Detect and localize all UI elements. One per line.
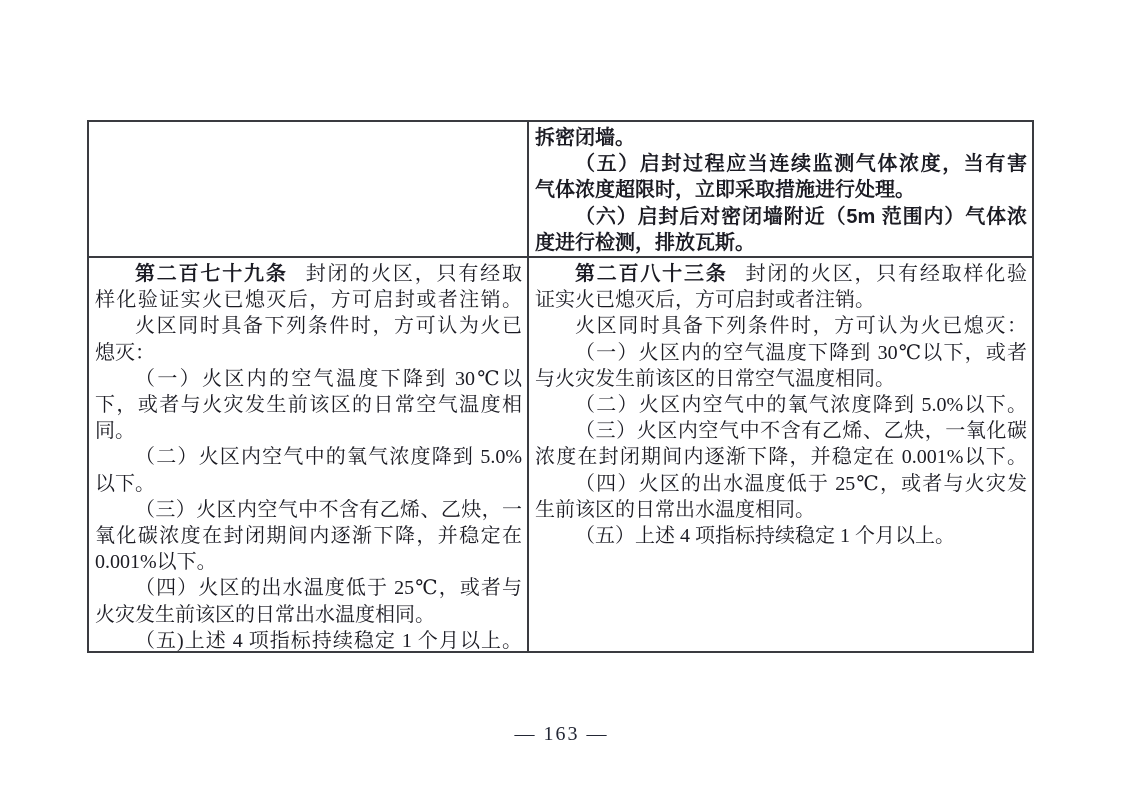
text-line: （四）火区的出水温度低于 25℃，或者与火灾发 [575, 472, 1027, 495]
article-number: 第二百八十三条 [575, 263, 728, 285]
text-line: 熄灭： [95, 341, 155, 364]
text-line: 样化验证实火已熄灭后，方可启封或者注销。 [95, 289, 522, 312]
article-283-cell [529, 258, 1032, 651]
text-line: 浓度在封闭期间内逐渐下降，并稳定在 0.001%以下。 [535, 446, 1027, 469]
text-line: 火区同时具备下列条件时，方可认为火已熄灭： [575, 315, 1027, 338]
text-line: 证实火已熄灭后，方可启封或者注销。 [535, 289, 875, 312]
unseal-procedure-cell [529, 122, 1032, 258]
text-line: （三）火区内空气中不含有乙烯、乙炔，一 [135, 498, 522, 521]
text-line: 下，或者与火灾发生前该区的日常空气温度相 [95, 394, 522, 417]
text-line: （三）火区内空气中不含有乙烯、乙炔，一氧化碳 [575, 420, 1027, 443]
text-line: （四）火区的出水温度低于 25℃，或者与 [135, 577, 522, 600]
text-line: 度进行检测，排放瓦斯。 [535, 231, 755, 254]
text-line: （五）上述 4 项指标持续稳定 1 个月以上。 [575, 525, 955, 548]
text-line: （一）火区内的空气温度下降到 30℃以下，或者 [575, 341, 1027, 364]
text-line: （五）启封过程应当连续监测气体浓度，当有害 [575, 153, 1027, 176]
text-line: 与火灾发生前该区的日常空气温度相同。 [535, 367, 895, 390]
text-line: （二）火区内空气中的氧气浓度降到 5.0% [135, 446, 522, 469]
text-line: 拆密闭墙。 [535, 127, 635, 149]
text-line: 气体浓度超限时，立即采取措施进行处理。 [535, 179, 915, 202]
text-line: （二）火区内空气中的氧气浓度降到 5.0%以下。 [575, 394, 1027, 417]
text-line: 氧化碳浓度在封闭期间内逐渐下降，并稳定在 [95, 525, 522, 548]
text-line: 以下。 [95, 472, 155, 495]
text-line: 火灾发生前该区的日常出水温度相同。 [95, 603, 435, 626]
text-line: （一）火区内的空气温度下降到 30℃以 [135, 367, 522, 390]
text-line: 火区同时具备下列条件时，方可认为火已 [135, 315, 522, 338]
text-line: 0.001%以下。 [95, 551, 217, 574]
empty-cell [89, 122, 529, 258]
text-line: 同。 [95, 420, 135, 443]
page-number: — 163 — [514, 723, 609, 745]
text-line: （六）启封后对密闭墙附近（5m 范围内）气体浓 [575, 205, 1027, 228]
text-line: 生前该区的日常出水温度相同。 [535, 498, 815, 521]
text-line: 第二百八十三条 封闭的火区，只有经取样化验 [575, 263, 1027, 285]
text-line: （五)上述 4 项指标持续稳定 1 个月以上。 [135, 629, 522, 651]
article-number: 第二百七十九条 [135, 263, 288, 285]
regulation-table [87, 120, 1034, 653]
article-279-cell [89, 258, 529, 651]
text-line: 第二百七十九条 封闭的火区，只有经取 [135, 263, 522, 285]
